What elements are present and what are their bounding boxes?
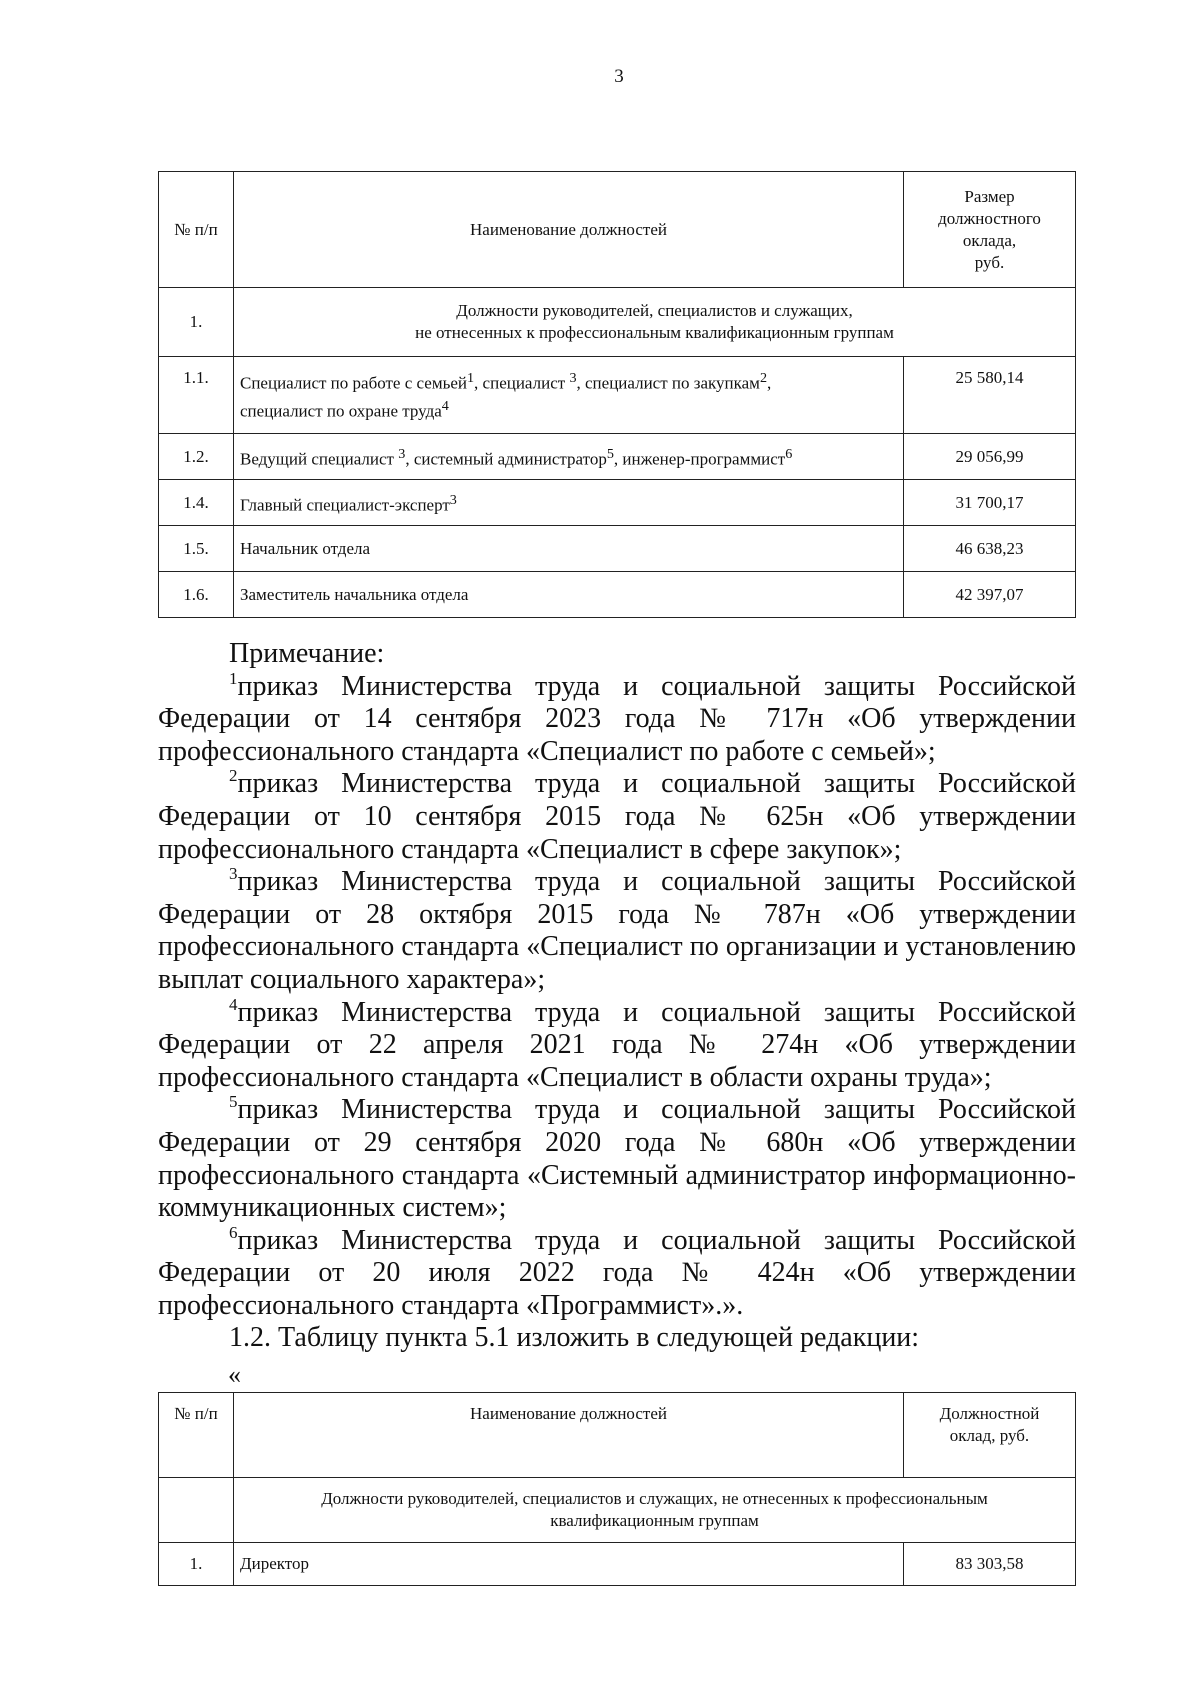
table-header-row — [159, 172, 1076, 288]
section-title: Должности руководителей, специалистов и служащих, не отнесенных к профессиональным квалификационным группам — [234, 1478, 1076, 1543]
notes-title: Примечание: — [229, 638, 385, 669]
table-row — [159, 572, 1076, 618]
opening-quote: « — [228, 1360, 241, 1389]
row-salary: 25 580,14 — [904, 357, 1076, 434]
header-num: № п/п — [159, 1393, 234, 1478]
row-name: Начальник отдела — [234, 526, 904, 572]
row-num: 1.6. — [159, 572, 234, 618]
table-header-row — [159, 1393, 1076, 1478]
section-row — [159, 1478, 1076, 1543]
table-row — [159, 480, 1076, 526]
footnote: $^2$приказ Министерства труда и социальной защиты Российской Федерации от 10 сентября 2015 года № 625н «Об утверждении профессионального стандарта «Специалист в сфере закупок»; — [158, 766, 1076, 865]
section-row — [159, 288, 1076, 357]
row-name: Заместитель начальника отдела — [234, 572, 904, 618]
row-salary: 29 056,99 — [904, 434, 1076, 480]
row-num: 1.5. — [159, 526, 234, 572]
row-num: 1.4. — [159, 480, 234, 526]
footnote: $^5$приказ Министерства труда и социальной защиты Российской Федерации от 29 сентября 2020 года № 680н «Об утверждении профессионального стандарта «Системный администратор информационно-коммуникационных систем»; — [158, 1092, 1076, 1224]
salary-table-1 — [158, 171, 1076, 618]
table-row — [159, 526, 1076, 572]
footnote: $^1$приказ Министерства труда и социальной защиты Российской Федерации от 14 сентября 2023 года № 717н «Об утверждении профессионального стандарта «Специалист по работе с семьей»; — [158, 668, 1076, 767]
row-name: Главный специалист-эксперт$^3$ — [234, 480, 904, 526]
table-intro-text: 1.2. Таблицу пункта 5.1 изложить в следующей редакции: — [229, 1322, 920, 1354]
row-salary: 42 397,07 — [904, 572, 1076, 618]
table-row — [159, 357, 1076, 434]
row-num: 1.1. — [159, 357, 234, 434]
row-salary: 83 303,58 — [904, 1543, 1076, 1586]
section-title: Должности руководителей, специалистов и служащих, не отнесенных к профессиональным квалификационным группам — [234, 288, 1076, 357]
footnote: $^4$приказ Министерства труда и социальной защиты Российской Федерации от 22 апреля 2021 года № 274н «Об утверждении профессионального стандарта «Специалист в области охраны труда»; — [158, 994, 1076, 1093]
section-num: 1. — [159, 288, 234, 357]
header-name: Наименование должностей — [234, 172, 904, 288]
header-name: Наименование должностей — [234, 1393, 904, 1478]
salary-table-2 — [158, 1392, 1076, 1586]
header-num: № п/п — [159, 172, 234, 288]
row-name: Директор — [234, 1543, 904, 1586]
page-number: 3 — [614, 66, 624, 87]
row-num: 1.2. — [159, 434, 234, 480]
row-name: Специалист по работе с семьей$^1$, специалист $^3$, специалист по закупкам$^2$, специалист по охране труда$^4$ — [234, 357, 904, 434]
row-salary: 46 638,23 — [904, 526, 1076, 572]
section-num — [159, 1478, 234, 1543]
table-row — [159, 1543, 1076, 1586]
row-name: Ведущий специалист $^3$, системный администратор$^5$, инженер-программист$^6$ — [234, 434, 904, 480]
footnote: $^6$приказ Министерства труда и социальной защиты Российской Федерации от 20 июля 2022 года № 424н «Об утверждении профессионального стандарта «Программист».». — [158, 1222, 1076, 1321]
row-salary: 31 700,17 — [904, 480, 1076, 526]
notes-block — [158, 638, 1076, 1355]
table-row — [159, 434, 1076, 480]
footnote: $^3$приказ Министерства труда и социальной защиты Российской Федерации от 28 октября 2015 года № 787н «Об утверждении профессионального стандарта «Специалист по организации и установлению выплат социального характера»; — [158, 864, 1076, 995]
row-num: 1. — [159, 1543, 234, 1586]
header-salary: Размер должностного оклада, руб. — [904, 172, 1076, 288]
header-salary: Должностной оклад, руб. — [904, 1393, 1076, 1478]
